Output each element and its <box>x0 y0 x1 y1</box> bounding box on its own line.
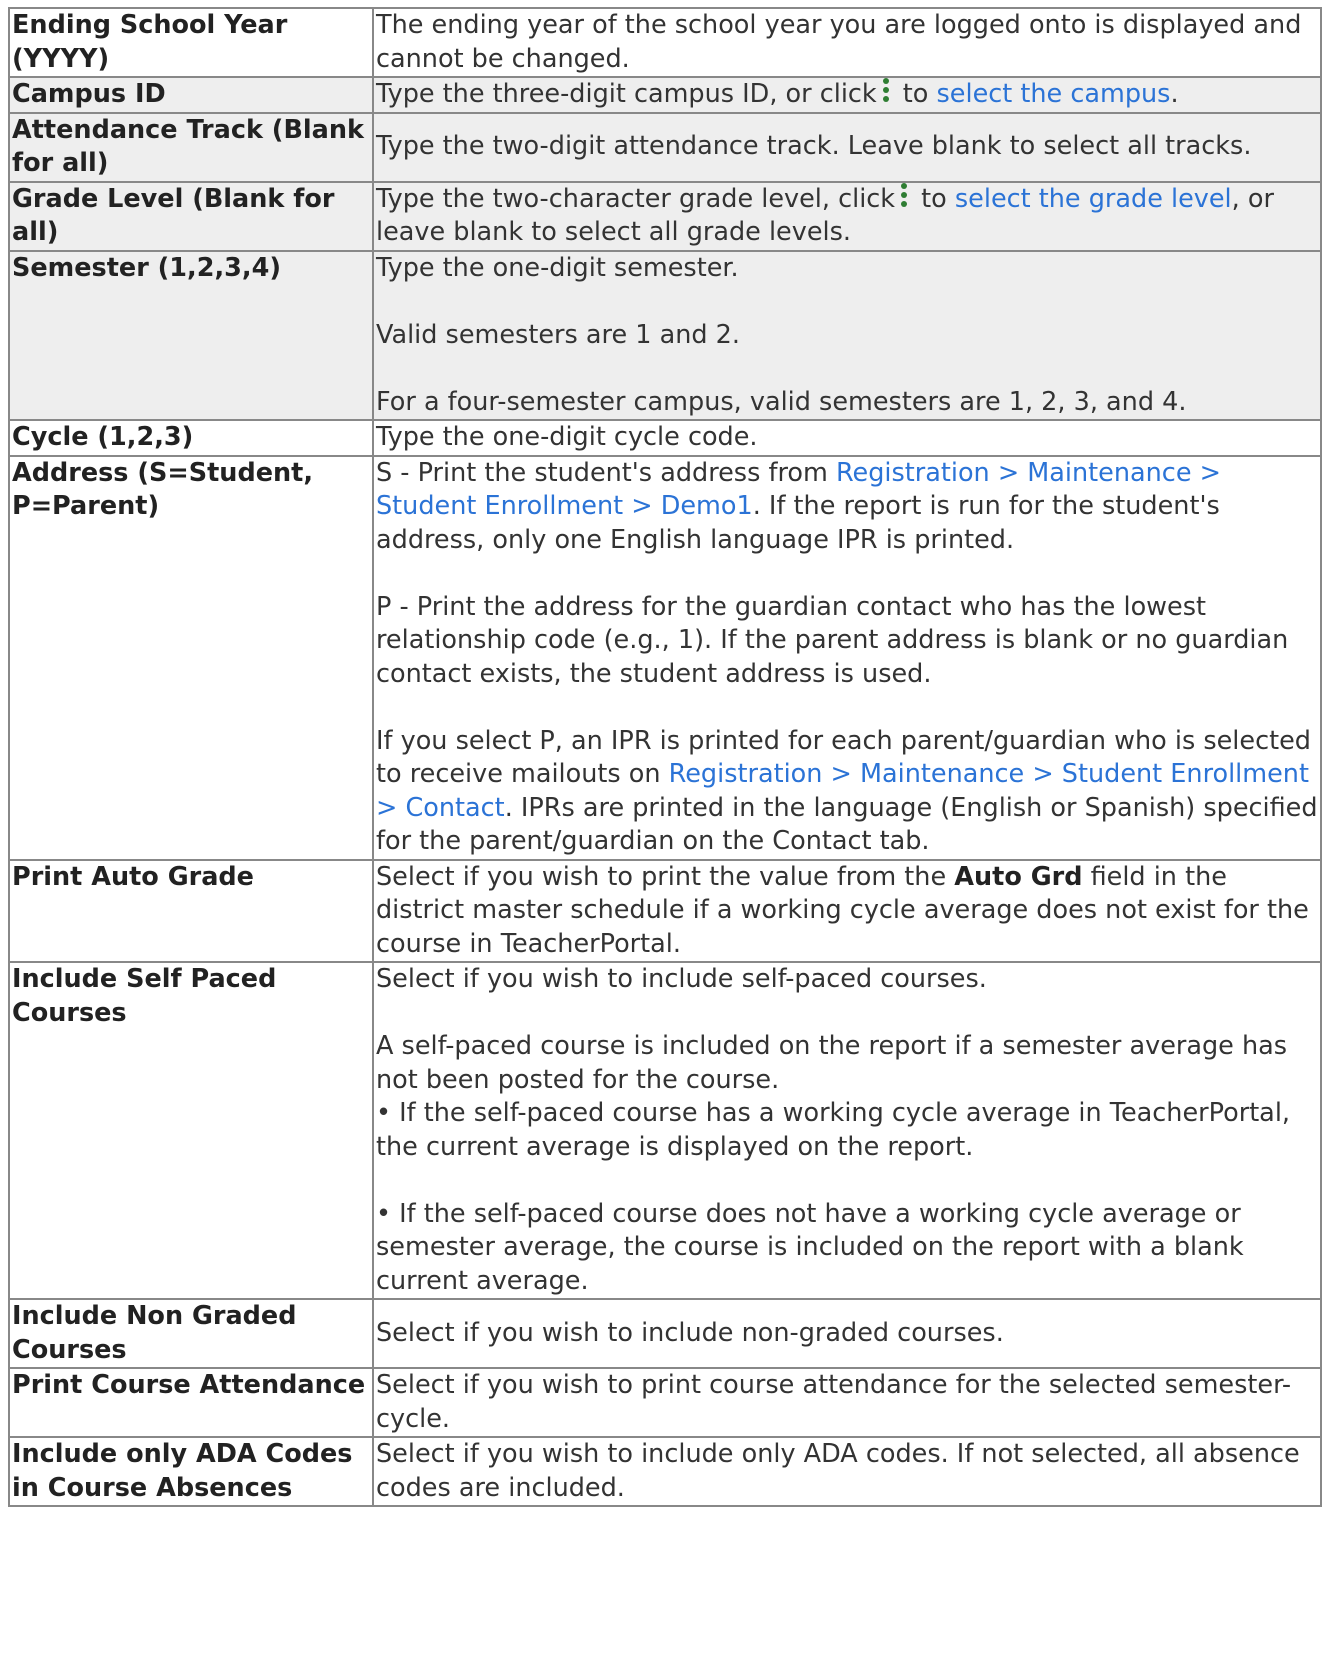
field-name: Include only ADA Codes in Course Absences <box>9 1437 373 1506</box>
param-row-attendance-track <box>9 113 1321 182</box>
field-name: Address (S=Student, P=Parent) <box>9 456 373 860</box>
field-name: Print Course Attendance <box>9 1368 373 1437</box>
description-text: to <box>913 183 955 214</box>
param-row-campus-id <box>9 77 1321 113</box>
description-text: Type the two-digit attendance track. Leave blank to select all tracks. <box>376 131 1252 162</box>
description-text: The ending year of the school year you are logged onto is displayed and cannot be changed. <box>376 10 1302 74</box>
field-name: Grade Level (Blank for all) <box>9 182 373 251</box>
field-name: Semester (1,2,3,4) <box>9 251 373 421</box>
description-paragraph <box>376 457 1318 558</box>
description-text: A self-paced course is included on the report if a semester average has not been posted for the course. <box>376 1031 1288 1095</box>
parameters-table <box>8 7 1322 1507</box>
param-row-print-auto-grade <box>9 860 1321 963</box>
field-description <box>373 251 1321 421</box>
description-text: . <box>1170 79 1179 109</box>
field-description <box>373 1437 1321 1506</box>
field-description <box>373 1299 1321 1368</box>
param-row-address <box>9 456 1321 860</box>
field-name: Ending School Year (YYYY) <box>9 8 373 77</box>
description-text: field in the district master schedule if a working cycle average does not exist for the course in TeacherPortal. <box>376 861 1309 959</box>
param-row-semester <box>9 251 1321 421</box>
param-row-include-self-paced <box>9 962 1321 1299</box>
field-name: Campus ID <box>9 77 373 113</box>
description-text: • If the self-paced course does not have a working cycle average or semester average, the course is included on the report with a blank current average. <box>376 1198 1244 1296</box>
description-text: , or leave blank to select all grade levels. <box>376 183 1274 247</box>
description-text: Select if you wish to print the value from the <box>376 861 955 892</box>
description-paragraph <box>376 725 1318 859</box>
field-name: Cycle (1,2,3) <box>9 420 373 456</box>
auto-grd-field-name: Auto Grd <box>954 861 1083 892</box>
param-row-include-non-graded <box>9 1299 1321 1368</box>
field-description <box>373 1368 1321 1437</box>
field-description <box>373 8 1321 77</box>
contact-link[interactable]: Registration > Maintenance > Student Enrollment > Contact <box>376 759 1309 823</box>
description-text: If you select P, an IPR is printed for each parent/guardian who is selected to receive mailouts on <box>376 725 1311 789</box>
description-text: to <box>894 79 937 109</box>
field-description <box>373 182 1321 251</box>
description-text: Type the two-character grade level, click <box>376 183 896 214</box>
param-row-ending-school-year <box>9 8 1321 77</box>
select-campus-link[interactable]: select the campus <box>936 79 1171 109</box>
field-description <box>373 962 1321 1299</box>
field-description <box>373 860 1321 963</box>
description-text: Type the one-digit cycle code. <box>376 422 758 452</box>
field-name: Attendance Track (Blank for all) <box>9 113 373 182</box>
lookup-kebab-icon[interactable] <box>883 78 889 104</box>
field-name: Include Non Graded Courses <box>9 1299 373 1368</box>
description-text: For a four-semester campus, valid semesters are 1, 2, 3, and 4. <box>376 386 1187 417</box>
description-text: . IPRs are printed in the language (English or Spanish) specified for the parent/guardian on the Contact tab. <box>376 792 1318 856</box>
description-text: Select if you wish to include only ADA codes. If not selected, all absence codes are included. <box>376 1439 1300 1503</box>
field-description <box>373 456 1321 860</box>
description-text: Type the one-digit semester. <box>376 252 739 283</box>
field-description <box>373 113 1321 182</box>
description-text: P - Print the address for the guardian contact who has the lowest relationship code (e.g., 1). If the parent address is blank or no guardian contact exists, the student address is used. <box>376 591 1289 689</box>
demo1-link[interactable]: Registration > Maintenance > Student Enrollment > Demo1 <box>376 457 1221 521</box>
field-name: Print Auto Grade <box>9 860 373 963</box>
description-text: Type the three-digit campus ID, or click <box>376 79 877 109</box>
field-name: Include Self Paced Courses <box>9 962 373 1299</box>
field-description <box>373 420 1321 456</box>
field-description <box>373 77 1321 113</box>
select-grade-level-link[interactable]: select the grade level <box>954 183 1232 214</box>
param-row-include-only-ada <box>9 1437 1321 1506</box>
description-text: Select if you wish to print course attendance for the selected semester-cycle. <box>376 1370 1292 1434</box>
description-text: Select if you wish to include self-paced courses. <box>376 964 987 994</box>
description-paragraph <box>376 861 1318 962</box>
description-text: • If the self-paced course has a working cycle average in TeacherPortal, the current average is displayed on the report. <box>376 1098 1291 1162</box>
param-row-print-course-attendance <box>9 1368 1321 1437</box>
description-text: Valid semesters are 1 and 2. <box>376 319 740 350</box>
description-text: . If the report is run for the student's address, only one English language IPR is printed. <box>376 491 1220 555</box>
param-row-grade-level <box>9 182 1321 251</box>
description-text: S - Print the student's address from <box>376 457 836 488</box>
param-row-cycle <box>9 420 1321 456</box>
lookup-kebab-icon[interactable] <box>901 183 907 209</box>
description-text: Select if you wish to include non-graded courses. <box>376 1317 1004 1348</box>
